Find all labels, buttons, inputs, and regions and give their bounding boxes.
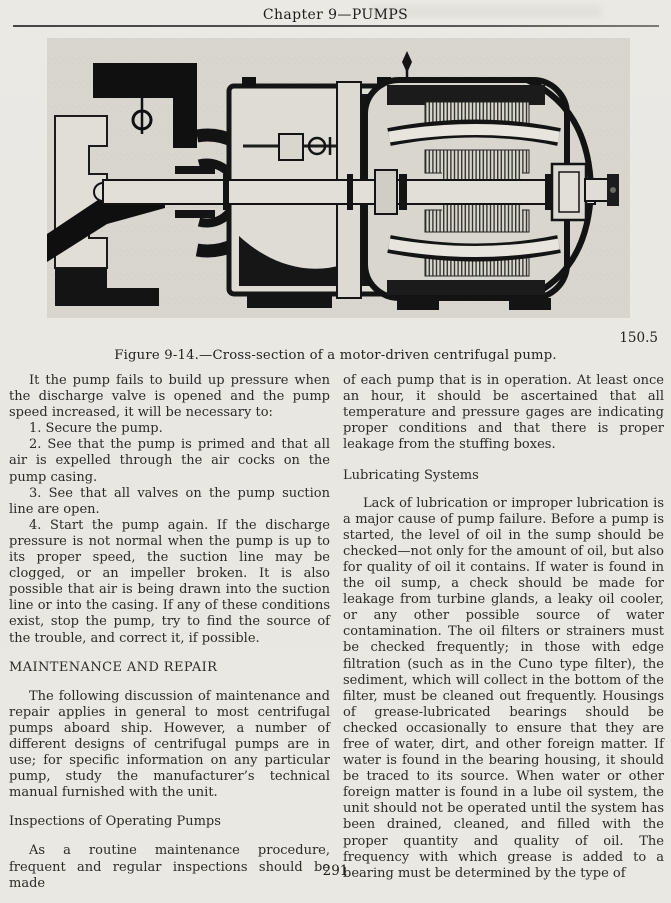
list-item-4: 4. Start the pump again. If the discharge pressure is not normal when the pump is up to its proper speed, the suction line may be clogged, or an impeller broken. It is also possible that air is being drawn into the suction line or into the casing. If any of these conditions exist, stop the pump, try to find the source of the trouble, and correct it, if possible. <box>9 517 330 646</box>
paragraph-operation-continued: of each pump that is in operation. At least once an hour, it should be ascertained that all temperature and pressure gages are indicating proper conditions and that there is proper leakage from the stuffing boxes. <box>343 373 664 453</box>
list-item-1: 1. Secure the pump. <box>29 421 163 437</box>
section-heading-maintenance-and-repair: MAINTENANCE AND REPAIR <box>9 659 218 675</box>
subheading-lubricating-systems: Lubricating Systems <box>343 468 479 484</box>
left-column <box>9 373 330 892</box>
figure-credit-number: 150.5 <box>619 330 658 346</box>
list-item-3: 3. See that all valves on the pump suction line are open. <box>9 485 330 517</box>
paragraph-intro: It the pump fails to build up pressure when the discharge valve is opened and the pump speed increased, it will be necessary to: <box>9 373 330 421</box>
paragraph-maintenance: The following discussion of maintenance and repair applies in general to most centrifugal pumps aboard ship. However, a number of different designs of centrifugal pumps are in use; for specific information on any particular pump, study the manufacturer’s technical manual furnished with the unit. <box>9 688 330 801</box>
list-item-2: 2. See that the pump is primed and that all air is expelled through the air cocks on the pump casing. <box>9 437 330 485</box>
right-column <box>343 373 664 892</box>
page-number: 291 <box>322 863 349 879</box>
pump-cross-section-figure <box>47 38 630 318</box>
chapter-header: Chapter 9—PUMPS <box>262 7 409 23</box>
paragraph-lubrication: Lack of lubrication or improper lubrication is a major cause of pump failure. Before a pump is started, the level of oil in the sump should be checked—not only for the amount of oil, but also for quality of oil it contains. If water is found in the oil sump, a check should be made for leakage from turbine glands, a leaky oil cooler, or any other possible source of water contamination. The oil filters or strainers must be checked frequently; in those with edge filtration (such as in the Cuno type filter), the sediment, which will collect in the bottom of the filter, must be cleaned out frequently. Housings of grease-lubricated bearings should be checked occasionally to ensure that they are free of water, dirt, and other foreign matter. If water is found in the bearing housing, it should be traced to its source. When water or other foreign matter is found in a lube oil system, the unit should not be operated until the system has been drained, cleaned, and filled with the proper quantity and quality of oil. The frequency with which grease is added to a bearing must be determined by the type of <box>343 495 664 881</box>
figure-caption: Figure 9-14.—Cross-section of a motor-driven centrifugal pump. <box>114 348 557 363</box>
paragraph-inspections: As a routine maintenance procedure, frequent and regular inspections should be made <box>9 843 330 891</box>
subheading-inspections-of-operating-pumps: Inspections of Operating Pumps <box>9 814 221 830</box>
two-column-text <box>9 373 664 892</box>
header-rule <box>13 25 659 27</box>
